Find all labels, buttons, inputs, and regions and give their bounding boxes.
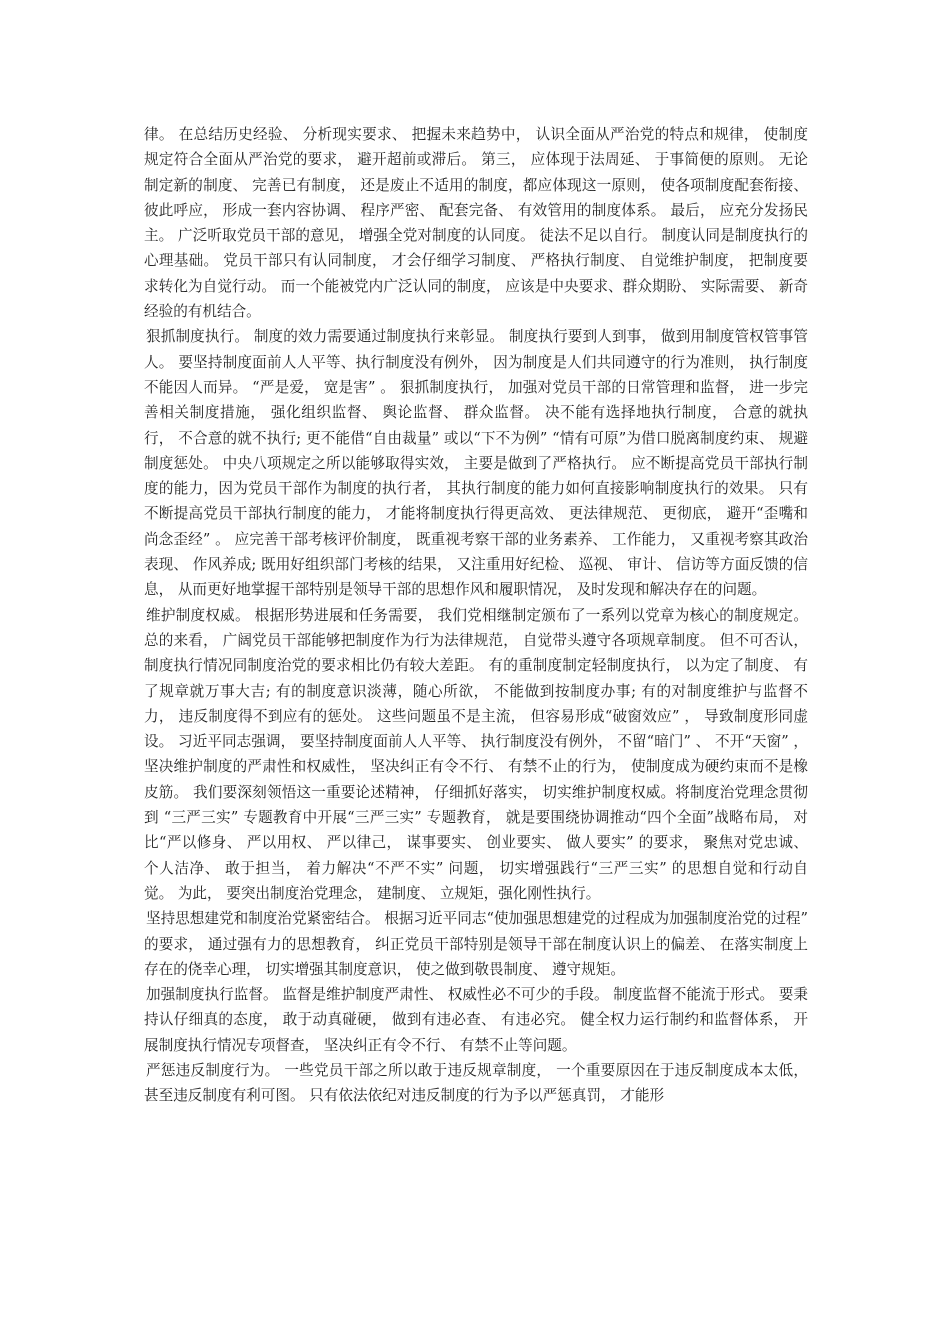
paragraph-5: 加强制度执行监督。 监督是维护制度严肃性、 权威性必不可少的手段。 制度监督不能流于形式。 要秉持认仔细真的态度， 敢于动真碰硬， 做到有违必查、 有违必究。 健全权力运行制约和监督体系， 开展制度执行情况专项督查， 坚决纠正有令不行、 有禁不止等问题。 xyxy=(144,986,808,1054)
document-body xyxy=(144,122,808,1109)
paragraph-2: 狠抓制度执行。 制度的效力需要通过制度执行来彰显。 制度执行要到人到事， 做到用制度管权管事管人。 要坚持制度面前人人平等、执行制度没有例外， 因为制度是人们共同遵守的行为准则， 执行制度不能因人而异。 “严是爱， 宽是害” 。 狠抓制度执行， 加强对党员干部的日常管理和监督， 进一步完善相关制度措施， 强化组织监督、 舆论监督、 群众监督。 决不能有选择地执行制度， 合意的就执行， 不合意的就不执行; 更不能借“自由裁量” 或以“下不为例” “情有可原”为借口脱离制度约束、 规避制度惩处。 中央八项规定之所以能够取得实效， 主要是做到了严格执行。 应不断提高党员干部执行制度的能力，因为党员干部作为制度的执行者， 其执行制度的能力如何直接影响制度执行的效果。 只有不断提高党员干部执行制度的能力， 才能将制度执行得更高效、 更法律规范、 更彻底， 避开“歪嘴和尚念歪经” 。 应完善干部考核评价制度， 既重视考察干部的业务素养、 工作能力， 又重视考察其政治表现、 作风养成; 既用好组织部门考核的结果， 又注重用好纪检、 巡视、 审计、 信访等方面反馈的信息， 从而更好地掌握干部特别是领导干部的思想作风和履职情况， 及时发现和解决存在的问题。 xyxy=(144,328,808,599)
paragraph-6: 严惩违反制度行为。 一些党员干部之所以敢于违反规章制度， 一个重要原因在于违反制度成本太低， 甚至违反制度有利可图。 只有依法依纪对违反制度的行为予以严惩真罚， 才能形 xyxy=(144,1061,808,1105)
paragraph-3: 维护制度权威。 根据形势进展和任务需要， 我们党相继制定颁布了一系列以党章为核心的制度规定。 总的来看， 广阔党员干部能够把制度作为行为法律规范， 自觉带头遵守各项规章制度。 但不可否认， 制度执行情况同制度治党的要求相比仍有较大差距。 有的重制度制定轻制度执行， 以为定了制度、 有了规章就万事大吉; 有的制度意识淡薄，随心所欲， 不能做到按制度办事; 有的对制度维护与监督不力， 违反制度得不到应有的惩处。 这些问题虽不是主流， 但容易形成“破窗效应” ， 导致制度形同虚设。 习近平同志强调， 要坚持制度面前人人平等、 执行制度没有例外， 不留“暗门” 、 不开“天窗” ， 坚决维护制度的严肃性和权威性， 坚决纠正有令不行、 有禁不止的行为， 使制度成为硬约束而不是橡皮筋。 我们要深刻领悟这一重要论述精神， 仔细抓好落实， 切实维护制度权威。将制度治党理念贯彻到 “三严三实” 专题教育中开展“三严三实” 专题教育， 就是要围绕协调推动“四个全面”战略布局， 对比“严以修身、 严以用权、 严以律己， 谋事要实、 创业要实、 做人要实” 的要求， 聚焦对党忠诚、 个人洁净、 敢于担当， 着力解决“不严不实” 问题， 切实增强践行“三严三实” 的思想自觉和行动自觉。 为此， 要突出制度治党理念， 建制度、 立规矩，强化刚性执行。 xyxy=(144,606,808,902)
paragraph-1: 律。 在总结历史经验、 分析现实要求、 把握未来趋势中， 认识全面从严治党的特点和规律， 使制度规定符合全面从严治党的要求， 避开超前或滞后。 第三， 应体现于法周延、 于事简便的原则。 无论制定新的制度、 完善已有制度， 还是废止不适用的制度，都应体现这一原则， 使各项制度配套衔接、 彼此呼应， 形成一套内容协调、 程序严密、 配套完备、 有效管用的制度体系。 最后， 应充分发扬民主。 广泛听取党员干部的意见， 增强全党对制度的认同度。 徒法不足以自行。 制度认同是制度执行的心理基础。 党员干部只有认同制度， 才会仔细学习制度、 严格执行制度、 自觉维护制度， 把制度要求转化为自觉行动。 而一个能被党内广泛认同的制度， 应该是中央要求、群众期盼、 实际需要、 新奇经验的有机结合。 xyxy=(144,126,808,321)
paragraph-4: 坚持思想建党和制度治党紧密结合。 根据习近平同志“使加强思想建党的过程成为加强制度治党的过程” 的要求， 通过强有力的思想教育， 纠正党员干部特别是领导干部在制度认识上的偏差、 在落实制度上存在的侥幸心理， 切实增强其制度意识， 使之做到敬畏制度、 遵守规矩。 xyxy=(144,910,808,978)
